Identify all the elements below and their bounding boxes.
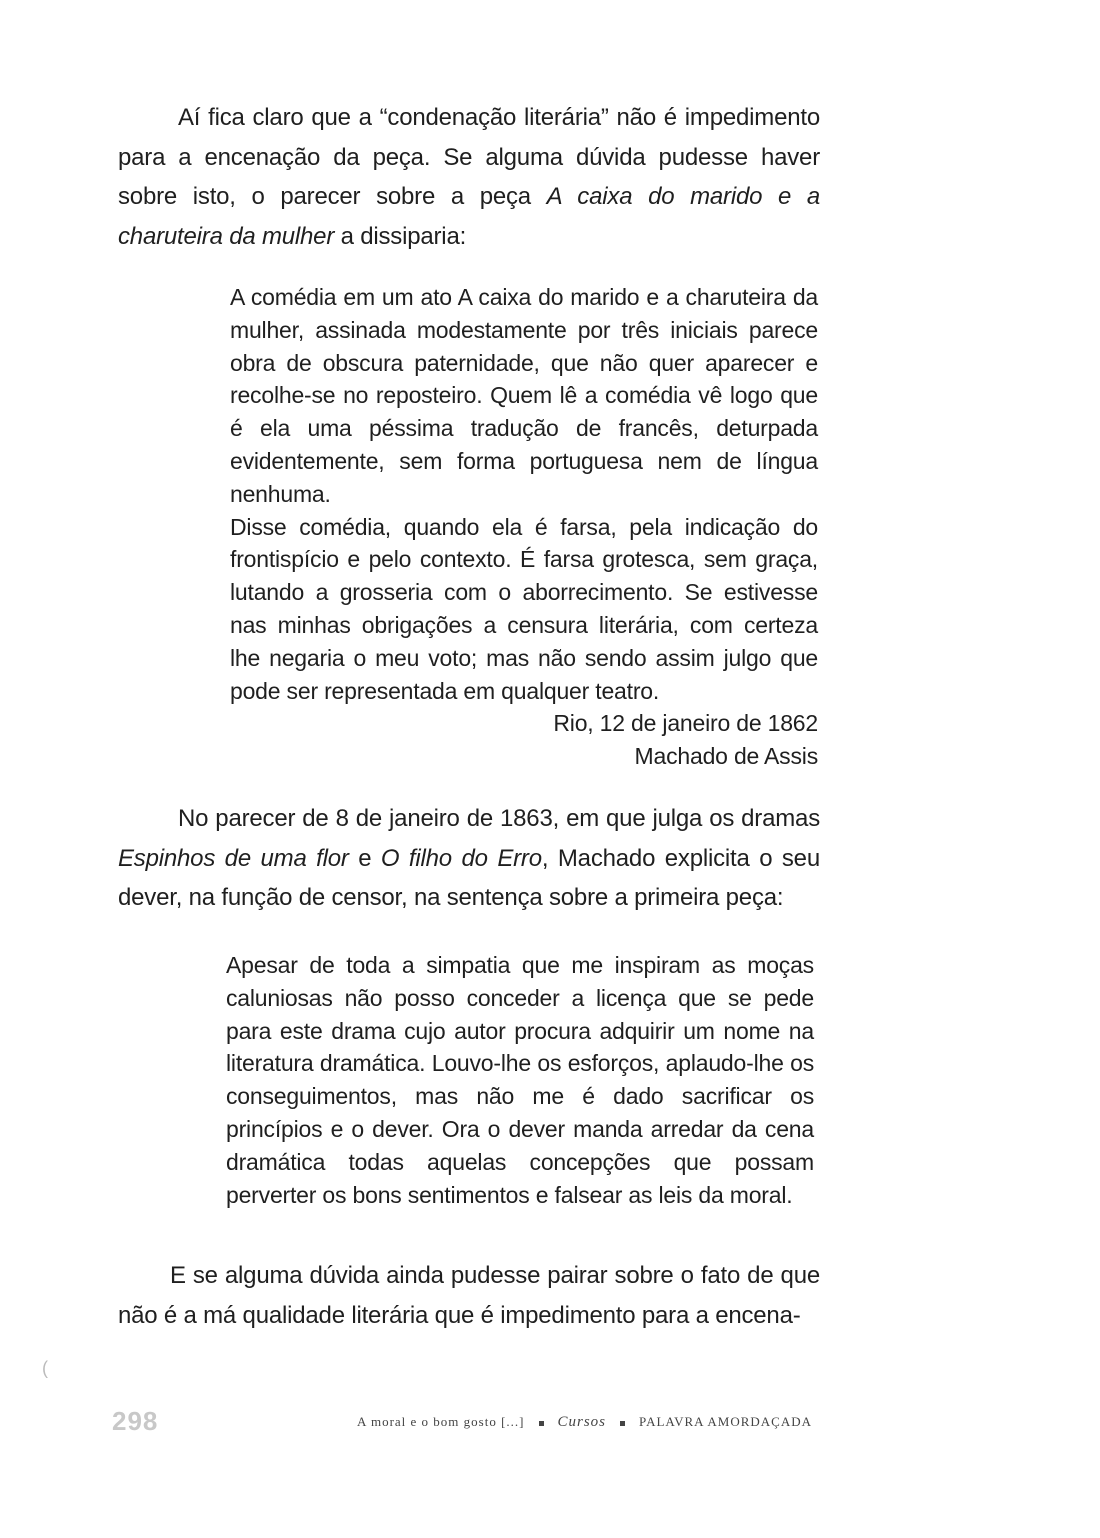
paragraph-3	[118, 1256, 820, 1335]
paragraph-1-title: A caixa do marido e a charuteira da mulher	[118, 183, 820, 250]
page-footer	[112, 1406, 812, 1442]
paragraph-2-title-2: O filho do Erro	[380, 844, 542, 872]
bullet-separator-icon	[539, 1421, 544, 1426]
quote-2-text: Apesar de toda a simpatia que me inspiram as moças caluniosas não posso conceder a licença que se pede para este drama cujo autor procura adquirir um nome na literatura dramática. Louvo-lhe os esforços, aplaudo-lhe os conseguimentos, mas não me é dado sacrificar os princípios e o dever. Ora o dever manda arredar da cena dramática todas aquelas concepções que possam perverter os bons sentimentos e falsear as leis da moral.	[226, 952, 814, 1208]
paragraph-1-text-a: Aí fica claro que a “condenação literária” não é impedimento para a encenação da peça. Se alguma dúvida pudesse haver sobre isto, o parecer sobre a peça	[118, 104, 820, 210]
block-quote-1	[230, 281, 818, 773]
paragraph-1-text-b: a dissiparia:	[334, 222, 467, 250]
bullet-separator-icon	[620, 1421, 625, 1426]
quote-1-date: Rio, 12 de janeiro de 1862	[553, 710, 818, 737]
running-title: A moral e o bom gosto [...]	[357, 1414, 525, 1429]
block-quote-2	[226, 949, 814, 1211]
running-head	[357, 1414, 812, 1431]
paragraph-3-text: E se alguma dúvida ainda pudesse pairar sobre o fato de que não é a má qualidade literária que é impedimento para a encena-	[118, 1262, 820, 1329]
paragraph-1	[118, 98, 820, 256]
paragraph-2-text-b: e	[348, 844, 381, 872]
paragraph-2-text-a: No parecer de 8 de janeiro de 1863, em que julga os dramas	[178, 805, 820, 832]
book-title: PALAVRA AMORDAÇADA	[639, 1414, 812, 1429]
paragraph-2	[118, 799, 820, 918]
quote-1-signature: Machado de Assis	[634, 743, 818, 770]
section-name: Cursos	[557, 1414, 607, 1430]
page-number: 298	[112, 1406, 159, 1436]
paragraph-2-title-1: Espinhos de uma flor	[118, 844, 349, 872]
paragraph-2-text-c: , Machado explicita o seu dever, na função de censor, na sentença sobre a primeira peça:	[118, 844, 820, 911]
quote-1-paragraph-1: A comédia em um ato A caixa do marido e a charuteira da mulher, assinada modestamente por três iniciais parece obra de obscura paternidade, que não quer aparecer e recolhe-se no reposteiro. Quem lê a comédia vê logo que é ela uma péssima tradução de francês, deturpada evidentemente, sem forma portuguesa nem de língua nenhuma.	[230, 284, 818, 507]
quote-1-paragraph-2: Disse comédia, quando ela é farsa, pela indicação do frontispício e pelo contexto. É farsa grotesca, sem graça, lutando a grosseria com o aborrecimento. Se estivesse nas minhas obrigações a censura literária, com certeza lhe negaria o meu voto; mas não sendo assim julgo que pode ser representada em qualquer teatro.	[230, 513, 818, 704]
margin-mark: (	[42, 1358, 48, 1378]
